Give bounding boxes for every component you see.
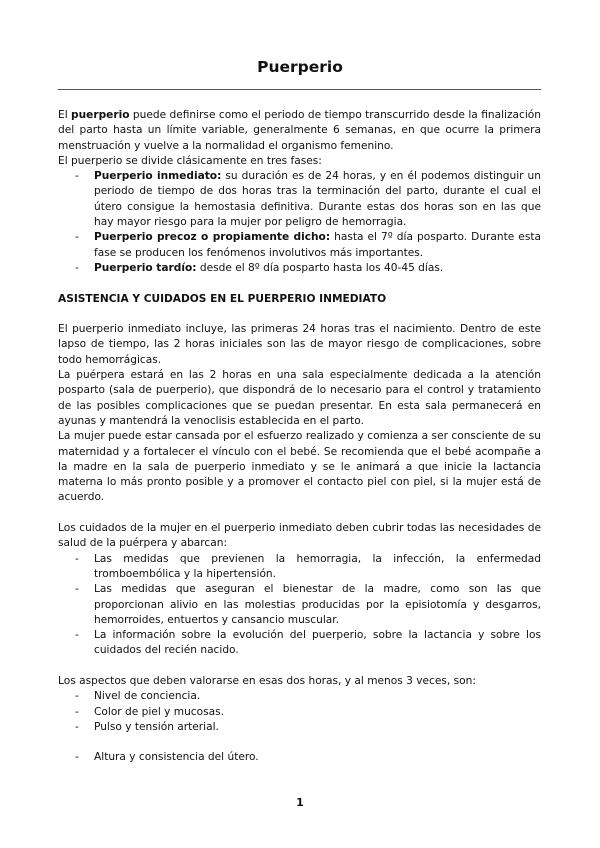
assessment-intro: Los aspectos que deben valorarse en esas dos horas, y al menos 3 veces, son: — [58, 674, 476, 687]
intro-term: puerperio — [71, 109, 130, 121]
list-item: - Puerperio precoz o propiamente dicho: hasta el 7º día posparto. Durante esta fase se producen los fenómenos involutivos más importantes. — [75, 231, 541, 259]
phases-list — [58, 169, 541, 276]
list-dash: - — [75, 705, 79, 718]
page-number: 1 — [296, 796, 304, 809]
section-heading: ASISTENCIA Y CUIDADOS EN EL PUERPERIO INMEDIATO — [58, 292, 387, 305]
list-dash: - — [75, 751, 79, 764]
list-item: - Puerperio tardío: desde el 8º día posparto hasta los 40-45 días. — [58, 261, 541, 276]
list-dash: - — [75, 170, 79, 183]
section-paragraph: El puerperio inmediato incluye, las primeras 24 horas tras el nacimiento. Dentro de este lapso de tiempo, las 2 horas iniciales son las de mayor riesgo de complicaciones, sobre todo hemorrágicas. — [58, 323, 541, 366]
title-divider — [58, 89, 541, 90]
list-item: - Pulso y tensión arterial. — [58, 720, 541, 735]
list-dash: - — [75, 629, 79, 642]
list-dash: - — [75, 690, 79, 703]
list-item: - Nivel de conciencia. — [58, 689, 541, 704]
list-dash: - — [75, 552, 79, 565]
assessment-list-continued — [58, 750, 541, 765]
intro-phases-paragraph: El puerperio se divide clásicamente en tres fases: — [58, 154, 322, 167]
list-item: - Altura y consistencia del útero. — [58, 750, 541, 765]
list-item: - Las medidas que previenen la hemorragia, la infección, la enfermedad tromboembólica y la hipertensión. — [75, 552, 541, 580]
list-dash: - — [75, 231, 79, 244]
care-list — [58, 552, 541, 659]
list-item: - La información sobre la evolución del puerperio, sobre la lactancia y sobre los cuidados del recién nacido. — [75, 629, 541, 657]
list-dash: - — [75, 720, 79, 733]
section-paragraph: La puérpera estará en las 2 horas en una sala especialmente dedicada a la atención posparto (sala de puerperio), que dispondrá de lo necesario para el control y tratamiento de las posibles complicaciones que se puedan presentar. En esta sala permanecerá en ayunas y mantendrá la venoclisis establecida en el parto. — [58, 369, 541, 427]
intro-paragraph: El puerperio puede definirse como el periodo de tiempo transcurrido desde la finalización del parto hasta un límite variable, generalmente 6 semanas, en que ocurre la primera menstruación y vuelve a la normalidad el organismo femenino. — [58, 109, 541, 152]
section-paragraph: La mujer puede estar cansada por el esfuerzo realizado y comienza a ser consciente de su maternidad y a fortalecer el vínculo con el bebé. Se recomienda que el bebé acompañe a la madre en la sala de puerperio inmediato y se le animará a que inicie la lactancia materna lo más pronto posible y a promover el contacto piel con piel, si la mujer está de acuerdo. — [58, 430, 541, 504]
document-body — [58, 108, 541, 766]
page-title: Puerperio — [257, 58, 343, 76]
list-item: - Puerperio inmediato: su duración es de 24 horas, y en él podemos distinguir un periodo de tiempo de dos horas tras la terminación del parto, durante el cual el útero consigue la hemostasia definitiva. Durante estas dos horas son en las que hay mayor riesgo para la mujer por peligro de hemorragia. — [75, 170, 541, 229]
list-item: - Color de piel y mucosas. — [58, 705, 541, 720]
list-item: - Las medidas que aseguran el bienestar de la madre, como son las que proporcionan alivio en las molestias producidas por la episiotomía y desgarros, hemorroides, entuertos y cansancio muscular. — [75, 583, 541, 626]
assessment-list — [58, 689, 541, 735]
list-dash: - — [75, 583, 79, 596]
list-dash: - — [75, 261, 79, 274]
care-intro: Los cuidados de la mujer en el puerperio inmediato deben cubrir todas las necesidades de salud de la puérpera y abarcan: — [58, 522, 541, 550]
